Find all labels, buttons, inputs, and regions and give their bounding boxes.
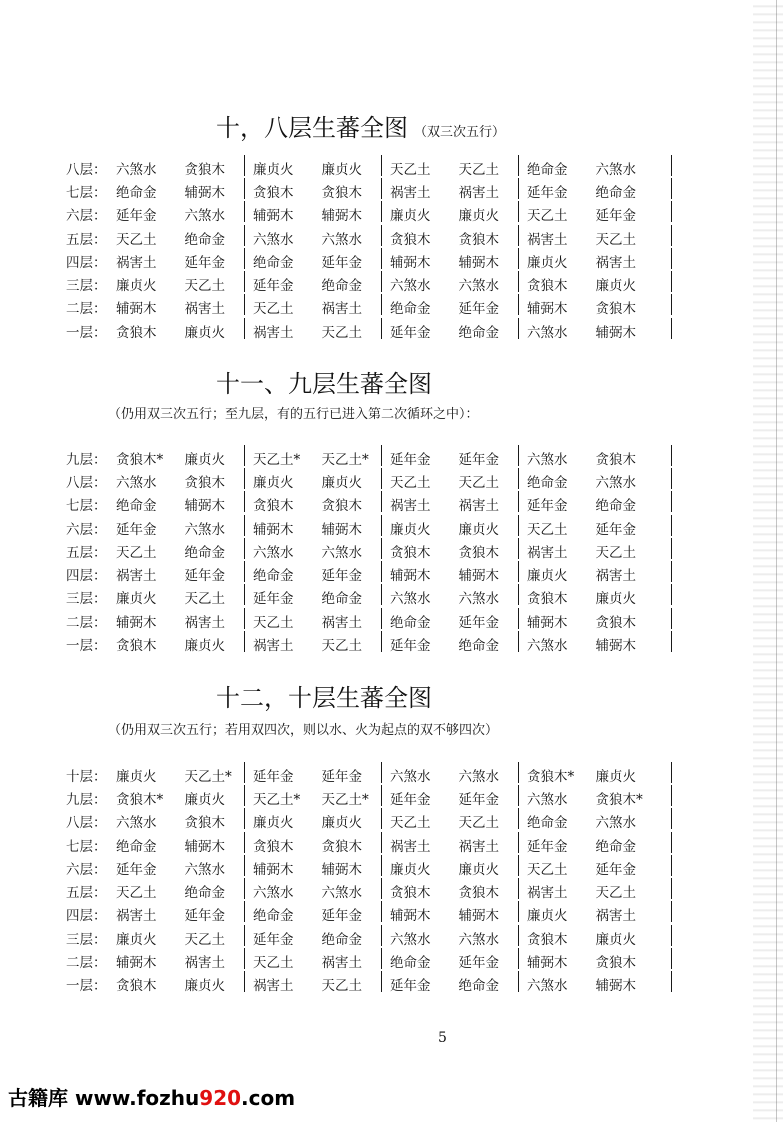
table-cell: 延年金 xyxy=(594,518,663,538)
layer-label: 五层： xyxy=(66,544,107,561)
table-cell: 祸害土 xyxy=(320,951,389,971)
table-cell: 延年金 xyxy=(527,838,568,855)
table-cell: 六煞水 xyxy=(457,928,526,948)
table-cell: 天乙土 xyxy=(320,974,389,994)
table-cell: 贪狼木 xyxy=(253,184,294,201)
scan-edge-line xyxy=(776,0,777,1122)
table-cell: 祸害土 xyxy=(116,568,157,585)
table-cell: 延年金 xyxy=(390,638,431,655)
table-cell: 延年金 xyxy=(457,297,526,317)
layer-label: 二层： xyxy=(66,301,107,318)
table-cell: 天乙土 xyxy=(183,928,252,948)
table-cell: 延年金 xyxy=(320,251,389,271)
footer-suffix: .com xyxy=(241,1086,296,1110)
table-cell: 祸害土 xyxy=(390,498,431,515)
section-heading-text: 十，八层生蕃全图 xyxy=(216,114,408,142)
table-cell: 廉贞火 xyxy=(320,158,389,178)
table-cell: 祸害土 xyxy=(457,494,526,514)
layer-label: 四层： xyxy=(66,254,107,271)
table-cell: 辅弼木 xyxy=(527,301,568,318)
table-cell: 辅弼木 xyxy=(527,955,568,972)
table-cell: 廉贞火 xyxy=(320,471,389,491)
table-cell: 六煞水 xyxy=(253,231,294,248)
table-cell: 延年金 xyxy=(457,951,526,971)
table-row xyxy=(66,973,662,996)
table-cell: 祸害土 xyxy=(116,908,157,925)
layer-table xyxy=(66,446,662,656)
footer-number: 920 xyxy=(199,1086,242,1110)
table-cell: 天乙土 xyxy=(527,861,568,878)
table-cell: 贪狼木 xyxy=(594,951,663,971)
table-cell: 祸害土 xyxy=(457,181,526,201)
table-cell: 天乙土* xyxy=(183,765,252,785)
layer-label: 三层： xyxy=(66,931,107,948)
table-row xyxy=(66,539,662,562)
table-cell: 延年金 xyxy=(527,184,568,201)
table-cell: 辅弼木 xyxy=(457,251,526,271)
table-cell: 天乙土 xyxy=(457,471,526,491)
table-cell: 辅弼木 xyxy=(183,835,252,855)
layer-label: 七层： xyxy=(66,498,107,515)
table-cell: 绝命金 xyxy=(253,568,294,585)
table-cell: 延年金 xyxy=(116,208,157,225)
table-cell: 贪狼木* xyxy=(116,791,164,808)
table-cell: 辅弼木 xyxy=(183,494,252,514)
table-cell: 廉贞火 xyxy=(457,204,526,224)
table-row xyxy=(66,879,662,902)
table-cell: 延年金 xyxy=(457,448,526,468)
table-cell: 祸害土 xyxy=(253,324,294,341)
table-row xyxy=(66,446,662,469)
layer-label: 二层： xyxy=(66,955,107,972)
table-cell: 六煞水 xyxy=(116,161,157,178)
section-subtitle: （双三次五行） xyxy=(414,125,506,140)
table-cell: 廉贞火 xyxy=(116,591,157,608)
table-cell: 廉贞火 xyxy=(594,587,663,607)
table-cell: 天乙土 xyxy=(594,881,663,901)
table-cell: 贪狼木 xyxy=(116,978,157,995)
watermark-footer[interactable] xyxy=(8,1082,295,1111)
table-cell: 辅弼木 xyxy=(253,208,294,225)
table-cell: 祸害土 xyxy=(183,951,252,971)
section-title xyxy=(216,108,505,143)
table-cell: 祸害土 xyxy=(594,251,663,271)
layer-label: 五层： xyxy=(66,231,107,248)
table-row xyxy=(66,763,662,786)
footer-prefix: 古籍库 www.fozhu xyxy=(8,1086,200,1110)
table-cell: 贪狼木 xyxy=(457,541,526,561)
table-row xyxy=(66,586,662,609)
table-cell: 天乙土 xyxy=(594,228,663,248)
table-cell: 绝命金 xyxy=(527,161,568,178)
table-cell: 廉贞火 xyxy=(183,634,252,654)
layer-label: 四层： xyxy=(66,908,107,925)
table-cell: 延年金 xyxy=(253,591,294,608)
table-row xyxy=(66,226,662,249)
table-cell: 六煞水 xyxy=(183,518,252,538)
table-cell: 天乙土 xyxy=(320,634,389,654)
table-cell: 辅弼木 xyxy=(253,861,294,878)
table-cell: 六煞水 xyxy=(594,811,663,831)
table-cell: 延年金 xyxy=(253,278,294,295)
table-cell: 六煞水 xyxy=(527,638,568,655)
table-cell: 辅弼木 xyxy=(390,568,431,585)
table-cell: 延年金 xyxy=(116,861,157,878)
table-cell: 辅弼木 xyxy=(390,908,431,925)
table-cell: 绝命金 xyxy=(527,815,568,832)
table-cell: 贪狼木 xyxy=(183,811,252,831)
table-cell: 六煞水 xyxy=(594,471,663,491)
table-cell: 辅弼木 xyxy=(527,614,568,631)
table-cell: 延年金 xyxy=(183,904,252,924)
table-cell: 祸害土 xyxy=(183,297,252,317)
table-row xyxy=(66,516,662,539)
layer-label: 六层： xyxy=(66,208,107,225)
table-cell: 绝命金 xyxy=(183,228,252,248)
table-cell: 天乙土 xyxy=(116,885,157,902)
table-cell: 祸害土 xyxy=(527,544,568,561)
table-cell: 延年金 xyxy=(320,765,389,785)
table-cell: 廉贞火 xyxy=(253,474,294,491)
table-cell: 延年金 xyxy=(253,931,294,948)
table-cell: 六煞水 xyxy=(390,278,431,295)
table-cell: 贪狼木 xyxy=(320,494,389,514)
table-cell: 延年金 xyxy=(390,324,431,341)
table-cell: 辅弼木 xyxy=(457,564,526,584)
table-cell: 延年金 xyxy=(116,521,157,538)
table-cell: 天乙土 xyxy=(390,161,431,178)
table-cell: 六煞水 xyxy=(253,544,294,561)
table-cell: 贪狼木 xyxy=(253,838,294,855)
table-cell: 绝命金 xyxy=(253,254,294,271)
table-cell: 天乙土 xyxy=(320,321,389,341)
table-cell: 绝命金 xyxy=(116,184,157,201)
table-cell: 天乙土 xyxy=(253,301,294,318)
table-cell: 祸害土 xyxy=(116,254,157,271)
table-cell: 贪狼木 xyxy=(527,278,568,295)
section-note: （仍用双三次五行；若用双四次，则以水、火为起点的双不够四次） xyxy=(108,723,499,738)
table-row xyxy=(66,319,662,342)
table-cell: 六煞水 xyxy=(594,158,663,178)
table-row xyxy=(66,856,662,879)
table-cell: 贪狼木 xyxy=(183,471,252,491)
table-cell: 贪狼木 xyxy=(183,158,252,178)
table-row xyxy=(66,493,662,516)
table-cell: 廉贞火 xyxy=(457,858,526,878)
table-cell: 廉贞火 xyxy=(390,521,431,538)
table-cell: 天乙土* xyxy=(253,451,301,468)
table-cell: 廉贞火 xyxy=(594,765,663,785)
table-cell: 祸害土 xyxy=(183,611,252,631)
table-cell: 祸害土 xyxy=(253,978,294,995)
table-cell: 辅弼木 xyxy=(116,955,157,972)
table-cell: 绝命金 xyxy=(320,587,389,607)
table-cell: 天乙土 xyxy=(390,815,431,832)
table-row xyxy=(66,249,662,272)
table-row xyxy=(66,903,662,926)
layer-label: 一层： xyxy=(66,638,107,655)
table-cell: 天乙土 xyxy=(116,544,157,561)
table-cell: 绝命金 xyxy=(594,181,663,201)
table-cell: 辅弼木 xyxy=(253,521,294,538)
table-cell: 廉贞火 xyxy=(594,928,663,948)
table-cell: 祸害土 xyxy=(457,835,526,855)
table-cell: 廉贞火 xyxy=(183,788,252,808)
table-cell: 天乙土 xyxy=(457,158,526,178)
table-cell: 贪狼木 xyxy=(527,931,568,948)
table-cell: 六煞水 xyxy=(457,765,526,785)
table-cell: 绝命金 xyxy=(390,955,431,972)
table-cell: 绝命金 xyxy=(390,614,431,631)
section-note: （仍用双三次五行；至九层，有的五行已进入第二次循环之中）： xyxy=(108,407,479,422)
table-cell: 六煞水 xyxy=(527,324,568,341)
table-cell: 天乙土 xyxy=(594,541,663,561)
table-cell: 六煞水 xyxy=(457,587,526,607)
table-cell: 天乙土 xyxy=(390,474,431,491)
layer-label: 二层： xyxy=(66,614,107,631)
table-cell: 辅弼木 xyxy=(390,254,431,271)
table-cell: 绝命金 xyxy=(594,494,663,514)
table-cell: 延年金 xyxy=(183,564,252,584)
table-cell: 贪狼木 xyxy=(116,324,157,341)
table-cell: 天乙土 xyxy=(116,231,157,248)
table-cell: 祸害土 xyxy=(527,231,568,248)
section-heading-text: 十二，十层生蕃全图 xyxy=(216,684,432,712)
layer-label: 三层： xyxy=(66,591,107,608)
table-row xyxy=(66,926,662,949)
table-cell: 廉贞火 xyxy=(253,161,294,178)
table-cell: 廉贞火 xyxy=(116,768,157,785)
table-cell: 廉贞火 xyxy=(527,908,568,925)
table-cell: 延年金 xyxy=(320,564,389,584)
table-cell: 六煞水 xyxy=(527,791,568,808)
table-cell: 天乙土 xyxy=(183,587,252,607)
table-cell: 廉贞火 xyxy=(457,518,526,538)
table-cell: 延年金 xyxy=(457,611,526,631)
table-cell: 六煞水 xyxy=(116,474,157,491)
table-cell: 贪狼木* xyxy=(527,768,575,785)
table-row xyxy=(66,272,662,295)
layer-label: 七层： xyxy=(66,838,107,855)
table-cell: 六煞水 xyxy=(390,591,431,608)
table-cell: 延年金 xyxy=(253,768,294,785)
table-row xyxy=(66,632,662,655)
table-cell: 天乙土 xyxy=(457,811,526,831)
table-row xyxy=(66,156,662,179)
table-cell: 延年金 xyxy=(390,791,431,808)
table-cell: 六煞水 xyxy=(116,815,157,832)
table-cell: 贪狼木 xyxy=(457,228,526,248)
table-cell: 六煞水 xyxy=(390,768,431,785)
table-cell: 六煞水 xyxy=(253,885,294,902)
table-cell: 六煞水 xyxy=(320,541,389,561)
table-cell: 辅弼木 xyxy=(116,301,157,318)
layer-label: 五层： xyxy=(66,885,107,902)
table-cell: 贪狼木* xyxy=(116,451,164,468)
table-cell: 辅弼木 xyxy=(320,858,389,878)
table-cell: 贪狼木 xyxy=(320,181,389,201)
table-cell: 延年金 xyxy=(594,858,663,878)
table-cell: 延年金 xyxy=(457,788,526,808)
layer-label: 八层： xyxy=(66,161,107,178)
table-cell: 贪狼木 xyxy=(320,835,389,855)
table-cell: 天乙土 xyxy=(253,955,294,972)
table-cell: 祸害土 xyxy=(594,904,663,924)
table-cell: 天乙土* xyxy=(320,788,389,808)
table-row xyxy=(66,469,662,492)
table-cell: 绝命金 xyxy=(457,974,526,994)
table-cell: 六煞水 xyxy=(183,858,252,878)
table-row xyxy=(66,562,662,585)
table-cell: 辅弼木 xyxy=(320,518,389,538)
table-cell: 祸害土 xyxy=(594,564,663,584)
table-cell: 绝命金 xyxy=(527,474,568,491)
layer-label: 六层： xyxy=(66,861,107,878)
table-cell: 绝命金 xyxy=(183,541,252,561)
table-cell: 辅弼木 xyxy=(594,974,663,994)
table-cell: 辅弼木 xyxy=(116,614,157,631)
table-row xyxy=(66,179,662,202)
table-cell: 天乙土 xyxy=(527,208,568,225)
page-number: 5 xyxy=(438,1030,447,1046)
table-cell: 贪狼木 xyxy=(390,231,431,248)
table-cell: 贪狼木 xyxy=(253,498,294,515)
table-cell: 绝命金 xyxy=(594,835,663,855)
table-cell: 天乙土 xyxy=(527,521,568,538)
table-cell: 绝命金 xyxy=(183,881,252,901)
table-cell: 辅弼木 xyxy=(594,634,663,654)
table-cell: 祸害土 xyxy=(527,885,568,902)
table-cell: 六煞水 xyxy=(527,978,568,995)
table-cell: 贪狼木 xyxy=(390,544,431,561)
table-cell: 六煞水 xyxy=(390,931,431,948)
table-row xyxy=(66,949,662,972)
layer-table xyxy=(66,156,662,342)
layer-label: 八层： xyxy=(66,815,107,832)
layer-label: 八层： xyxy=(66,474,107,491)
table-cell: 廉贞火 xyxy=(183,974,252,994)
table-cell: 延年金 xyxy=(527,498,568,515)
table-cell: 廉贞火 xyxy=(183,448,252,468)
table-cell: 廉贞火 xyxy=(116,931,157,948)
table-cell: 绝命金 xyxy=(116,838,157,855)
table-cell: 廉贞火 xyxy=(390,861,431,878)
table-cell: 延年金 xyxy=(320,904,389,924)
table-cell: 祸害土 xyxy=(390,184,431,201)
table-cell: 廉贞火 xyxy=(527,254,568,271)
table-cell: 贪狼木 xyxy=(390,885,431,902)
table-cell: 贪狼木 xyxy=(594,448,663,468)
table-cell: 延年金 xyxy=(390,978,431,995)
table-cell: 六煞水 xyxy=(457,274,526,294)
section-title xyxy=(216,364,432,399)
table-cell: 贪狼木 xyxy=(116,638,157,655)
scan-edge-noise xyxy=(753,0,783,1122)
table-cell: 天乙土* xyxy=(320,448,389,468)
layer-label: 九层： xyxy=(66,791,107,808)
table-cell: 天乙土 xyxy=(253,614,294,631)
layer-label: 十层： xyxy=(66,768,107,785)
layer-label: 六层： xyxy=(66,521,107,538)
table-cell: 延年金 xyxy=(390,451,431,468)
table-cell: 贪狼木 xyxy=(527,591,568,608)
table-cell: 祸害土 xyxy=(320,297,389,317)
table-cell: 天乙土 xyxy=(183,274,252,294)
table-row xyxy=(66,609,662,632)
table-cell: 廉贞火 xyxy=(116,278,157,295)
table-cell: 辅弼木 xyxy=(183,181,252,201)
table-cell: 廉贞火 xyxy=(183,321,252,341)
table-cell: 廉贞火 xyxy=(527,568,568,585)
table-cell: 廉贞火 xyxy=(390,208,431,225)
table-cell: 廉贞火 xyxy=(320,811,389,831)
layer-label: 一层： xyxy=(66,978,107,995)
table-cell: 贪狼木 xyxy=(594,297,663,317)
layer-label: 七层： xyxy=(66,184,107,201)
table-cell: 贪狼木 xyxy=(457,881,526,901)
table-cell: 辅弼木 xyxy=(320,204,389,224)
table-cell: 六煞水 xyxy=(183,204,252,224)
table-cell: 延年金 xyxy=(594,204,663,224)
table-cell: 贪狼木* xyxy=(594,788,663,808)
table-cell: 六煞水 xyxy=(527,451,568,468)
table-cell: 廉贞火 xyxy=(594,274,663,294)
table-cell: 祸害土 xyxy=(253,638,294,655)
table-cell: 廉贞火 xyxy=(253,815,294,832)
table-cell: 延年金 xyxy=(183,251,252,271)
layer-label: 一层： xyxy=(66,324,107,341)
table-cell: 祸害土 xyxy=(390,838,431,855)
table-cell: 绝命金 xyxy=(390,301,431,318)
table-cell: 祸害土 xyxy=(320,611,389,631)
table-cell: 绝命金 xyxy=(320,928,389,948)
table-cell: 绝命金 xyxy=(457,321,526,341)
table-row xyxy=(66,833,662,856)
table-cell: 绝命金 xyxy=(320,274,389,294)
section-heading-text: 十一、九层生蕃全图 xyxy=(216,370,432,398)
table-cell: 绝命金 xyxy=(457,634,526,654)
table-cell: 六煞水 xyxy=(320,228,389,248)
table-cell: 天乙土* xyxy=(253,791,301,808)
table-cell: 绝命金 xyxy=(116,498,157,515)
layer-table xyxy=(66,763,662,996)
section-title xyxy=(216,678,432,713)
table-cell: 六煞水 xyxy=(320,881,389,901)
table-row xyxy=(66,786,662,809)
table-cell: 绝命金 xyxy=(253,908,294,925)
layer-label: 九层： xyxy=(66,451,107,468)
table-row xyxy=(66,296,662,319)
layer-label: 四层： xyxy=(66,568,107,585)
table-cell: 辅弼木 xyxy=(457,904,526,924)
table-cell: 辅弼木 xyxy=(594,321,663,341)
layer-label: 三层： xyxy=(66,278,107,295)
table-cell: 贪狼木 xyxy=(594,611,663,631)
table-row xyxy=(66,810,662,833)
table-row xyxy=(66,203,662,226)
